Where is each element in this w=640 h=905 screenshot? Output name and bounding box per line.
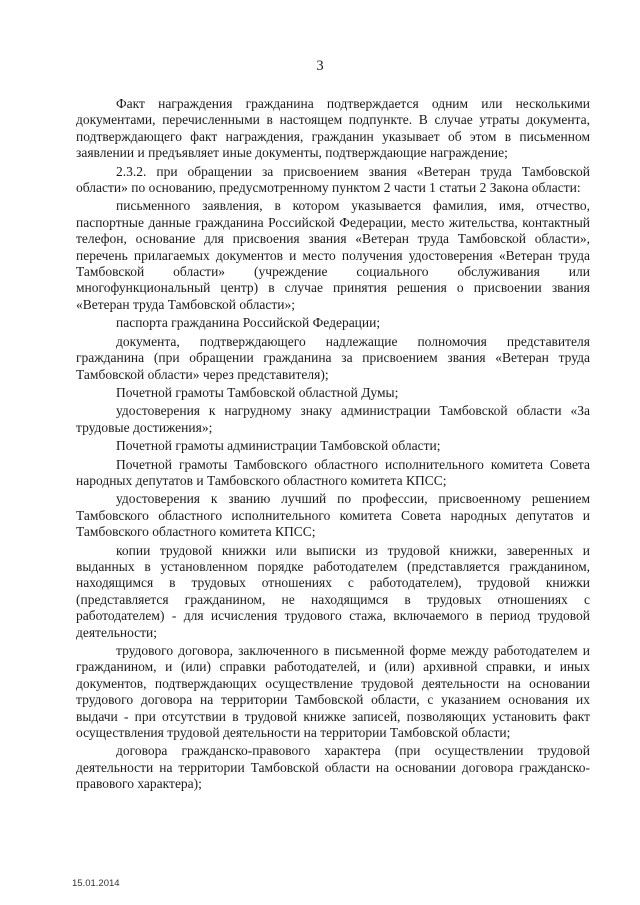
footer-date: 15.01.2014 [72, 878, 120, 889]
list-item-employment-contract: трудового договора, заключенного в письменной форме между работодателем и гражданином, и (или) справки работодателей, и (или) архивной справки, и иных документов, подтверждающих осуществление трудовой деятельности на основании трудового договора на территории Тамбовской области, с указанием основания их выдачи - при отсутствии в трудовой книжке записей, позволяющих установить факт осуществления трудовой деятельности на территории Тамбовской области; [76, 643, 590, 741]
list-item-civil-law-contract: договора гражданско-правового характера (при осуществлении трудовой деятельности на территории Тамбовской области на основании договора гражданско-правового характера); [76, 743, 590, 792]
paragraph-award-confirmation: Факт награждения гражданина подтверждается одним или несколькими документами, перечисленными в настоящем подпункте. В случае утраты документа, подтверждающего факт награждения, гражданин указывает об этом в письменном заявлении и предъявляет иные документы, подтверждающие награждение; [76, 96, 590, 161]
list-item-duma-certificate: Почетной грамоты Тамбовской областной Думы; [116, 384, 399, 400]
list-item-best-in-profession: удостоверения к званию лучший по профессии, присвоенному решением Тамбовского областного исполнительного комитета Совета народных депутатов и Тамбовского областного комитета КПСС; [76, 491, 590, 540]
list-item-passport: паспорта гражданина Российской Федерации; [116, 315, 381, 331]
list-item-work-record-book: копии трудовой книжки или выписки из трудовой книжки, заверенных и выданных в установленном порядке работодателем (представляется гражданином, находящимся в трудовых отношениях с работодателем), трудовой книжки (представляется гражданином, не находящимся в трудовых отношениях с работодателем) - для исчисления трудового стажа, включаемого в период трудовой деятельности; [76, 542, 590, 640]
list-item-labor-achievements-badge: удостоверения к нагрудному знаку администрации Тамбовской области «За трудовые достижения»; [76, 403, 590, 435]
document-body [76, 96, 590, 795]
list-item-administration-certificate: Почетной грамоты администрации Тамбовской области; [116, 438, 441, 454]
list-item-executive-committee-certificate: Почетной грамоты Тамбовского областного исполнительного комитета Совета народных депутатов и Тамбовского областного комитета КПСС; [76, 456, 590, 488]
page-number: 3 [316, 58, 324, 74]
paragraph-clause-2-3-2: 2.3.2. при обращении за присвоением звания «Ветеран труда Тамбовской области» по основанию, предусмотренному пунктом 2 части 1 статьи 2 Закона области: [76, 163, 590, 196]
list-item-representative-authority: документа, подтверждающего надлежащие полномочия представителя гражданина (при обращении гражданина за присвоением звания «Ветеран труда Тамбовской области» через представителя); [76, 333, 590, 382]
list-item-written-application: письменного заявления, в котором указывается фамилия, имя, отчество, паспортные данные гражданина Российской Федерации, место жительства, контактный телефон, основание для присвоения звания «Ветеран труда Тамбовской области», перечень прилагаемых документов и место получения удостоверения «Ветеран труда Тамбовской области» (учреждение социального обслуживания или многофункциональный центр) в случае принятия решения о присвоении звания «Ветеран труда Тамбовской области»; [76, 198, 590, 312]
